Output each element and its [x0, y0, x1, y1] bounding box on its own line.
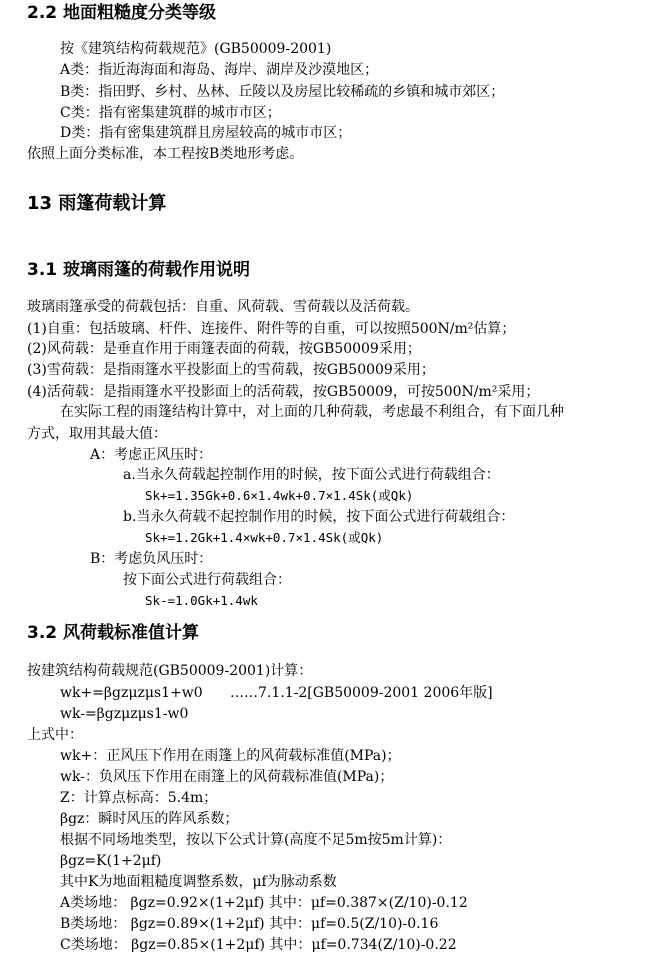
- para-line: a.当永久荷载起控制作用的时候，按下面公式进行荷载组合：: [123, 467, 500, 483]
- definition-line: wk+：正风压下作用在雨篷上的风荷载标准值(MPa)；: [60, 748, 401, 764]
- section-3-1-title: 3.1 玻璃雨篷的荷载作用说明: [27, 260, 251, 280]
- definition-line: Z：计算点标高：5.4m；: [60, 790, 218, 806]
- para-line: B类：指田野、乡村、丛林、丘陵以及房屋比较稀疏的乡镇和城市郊区；: [60, 84, 505, 100]
- para-line: 依照上面分类标准，本工程按B类地形考虑。: [27, 146, 304, 162]
- para-line: D类：指有密集建筑群且房屋较高的城市市区；: [60, 125, 352, 141]
- para-line: (4)活荷载：是指雨篷水平投影面上的活荷载，按GB50009，可按500N/m²采用；: [27, 384, 540, 400]
- para-line: (2)风荷载：是垂直作用于雨篷表面的荷载，按GB50009采用；: [27, 341, 421, 357]
- equation-1-reference: ……7.1.1-2[GB50009-2001 2006年版]: [230, 685, 493, 701]
- para-line: 玻璃雨篷承受的荷载包括：自重、风荷载、雪荷载以及活荷载。: [27, 299, 419, 315]
- definition-line: wk-：负风压下作用在雨篷上的风荷载标准值(MPa)；: [60, 769, 394, 785]
- site-row-c: C类场地： βgz=0.85×(1+2μf) 其中：μf=0.734(Z/10)-0.22: [60, 937, 457, 953]
- section-2-2-title: 2.2 地面粗糙度分类等级: [27, 3, 217, 23]
- definition-line: 其中K为地面粗糙度调整系数，μf为脉动系数: [60, 874, 337, 890]
- site-row-a: A类场地： βgz=0.92×(1+2μf) 其中：μf=0.387×(Z/10)-0.12: [60, 895, 468, 911]
- section-3-2-title: 3.2 风荷载标准值计算: [27, 623, 200, 643]
- equation-2: wk-=βgzμzμs1-w0: [60, 706, 189, 722]
- definition-line: 根据不同场地类型，按以下公式计算(高度不足5m按5m计算)：: [60, 832, 452, 848]
- para-line: A类：指近海海面和海岛、海岸、湖岸及沙漠地区；: [60, 62, 379, 78]
- para-line: b.当永久荷载不起控制作用的时候，按下面公式进行荷载组合：: [123, 509, 515, 525]
- definition-line: βgz=K(1+2μf): [60, 853, 162, 869]
- para-line: C类：指有密集建筑群的城市市区；: [60, 105, 281, 121]
- formula-b: Sk+=1.2Gk+1.4×wk+0.7×1.4Sk(或Qk): [145, 530, 384, 545]
- para-line: 按建筑结构荷载规范(GB50009-2001)计算：: [27, 663, 313, 679]
- para-line: A：考虑正风压时：: [90, 447, 213, 463]
- formula-c: Sk-=1.0Gk+1.4wk: [145, 593, 258, 608]
- para-line: 在实际工程的雨篷结构计算中，对上面的几种荷载，考虑最不利组合，有下面几种: [60, 404, 564, 420]
- para-line: (1)自重：包括玻璃、杆件、连接件、附件等的自重，可以按照500N/m²估算；: [27, 321, 516, 337]
- site-row-b: B类场地： βgz=0.89×(1+2μf) 其中：μf=0.5(Z/10)-0.16: [60, 916, 439, 932]
- para-line: 按下面公式进行荷载组合：: [123, 572, 291, 588]
- formula-a: Sk+=1.35Gk+0.6×1.4wk+0.7×1.4Sk(或Qk): [145, 488, 414, 503]
- definition-line: βgz：瞬时风压的阵风系数；: [60, 811, 239, 827]
- equation-1: wk+=βgzμzμs1+w0: [60, 685, 203, 701]
- para-line: 按《建筑结构荷载规范》(GB50009-2001): [60, 41, 332, 57]
- para-line: B：考虑负风压时：: [90, 551, 213, 567]
- para-line: 方式，取用其最大值：: [27, 426, 167, 442]
- para-line: (3)雪荷载：是指雨篷水平投影面上的雪荷载，按GB50009采用；: [27, 362, 435, 378]
- para-line: 上式中：: [27, 727, 83, 743]
- section-13-title: 13 雨篷荷载计算: [27, 193, 167, 214]
